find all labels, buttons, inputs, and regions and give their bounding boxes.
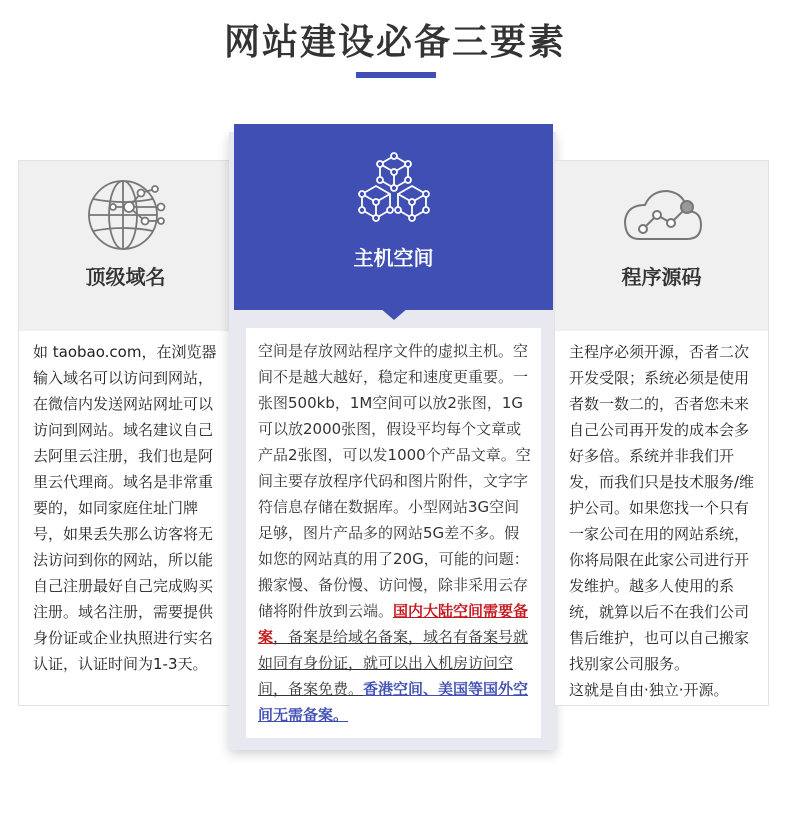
card-domain-title: 顶级域名 <box>85 265 166 289</box>
globe-network-icon <box>83 177 169 261</box>
network-cubes-icon <box>352 152 436 232</box>
card-domain-text: 如 taobao.com，在浏览器输入域名可以访问到网站，在微信内发送网站网址可以访问到网站。域名建议自己去阿里云注册，我们也是阿里云代理商。域名是非常重要的，如同家庭住址门牌号，如果丢失那么访客将无法访问到你的网站，所以能自己注册最好自己完成购买注册。域名注册，需要提供身份证或企业执照进行实名认证，认证时间为1-3天。 <box>33 343 217 673</box>
cloud-chart-icon <box>617 183 707 253</box>
card-source-text <box>569 339 760 703</box>
card-hosting-text <box>258 338 533 728</box>
card-source-title: 程序源码 <box>621 265 702 289</box>
card-domain <box>18 160 233 706</box>
card-domain-header <box>19 161 232 331</box>
hosting-filing-required: 国内大陆空间需要备案 <box>258 602 529 646</box>
card-hosting-title: 主机空间 <box>353 246 434 270</box>
hosting-filing-note: ，备案是给域名备案，域名有备案号就如同有身份证，就可以出入机房访问空间，备案免费。 <box>258 628 529 698</box>
title-underline <box>356 72 436 78</box>
card-hosting-body <box>246 328 541 738</box>
card-hosting-header <box>234 124 553 310</box>
card-source <box>554 160 769 706</box>
source-main-text: 主程序必须开源，否者二次开发受限；系统必须是使用者数一数二的，否者您未来自己公司再开发的成本会多好多倍。系统并非我们开发，而我们只是技术服务/维护公司。如果您找一个只有一家公司在用的网站系统，你将局限在此家公司进行开发维护。越多人使用的系统，就算以后不在我们公司售后维护，也可以自己搬家找别家公司服务。 <box>569 343 755 673</box>
card-source-header <box>555 161 768 331</box>
card-hosting-pointer <box>380 308 408 320</box>
hosting-main-text: 空间是存放网站程序文件的虚拟主机。空间不是越大越好，稳定和速度更重要。一张图500kb，1M空间可以放2张图，1G可以放2000张图，假设平均每个文章或产品2张图，可以发1000个产品文章。空间主要存放程序代码和图片附件，文字字符信息存储在数据库。小型网站3G空间足够，图片产品多的网站5G差不多。假如您的网站真的用了20G，可能的问题：搬家慢、备份慢、访问慢，除非采用云存储将附件放到云端。 <box>258 342 531 620</box>
source-tail-text: 这就是自由·独立·开源。 <box>569 681 729 699</box>
hosting-no-filing: 香港空间、美国等国外空间无需备案。 <box>258 680 529 724</box>
page-title: 网站建设必备三要素 <box>223 22 566 63</box>
